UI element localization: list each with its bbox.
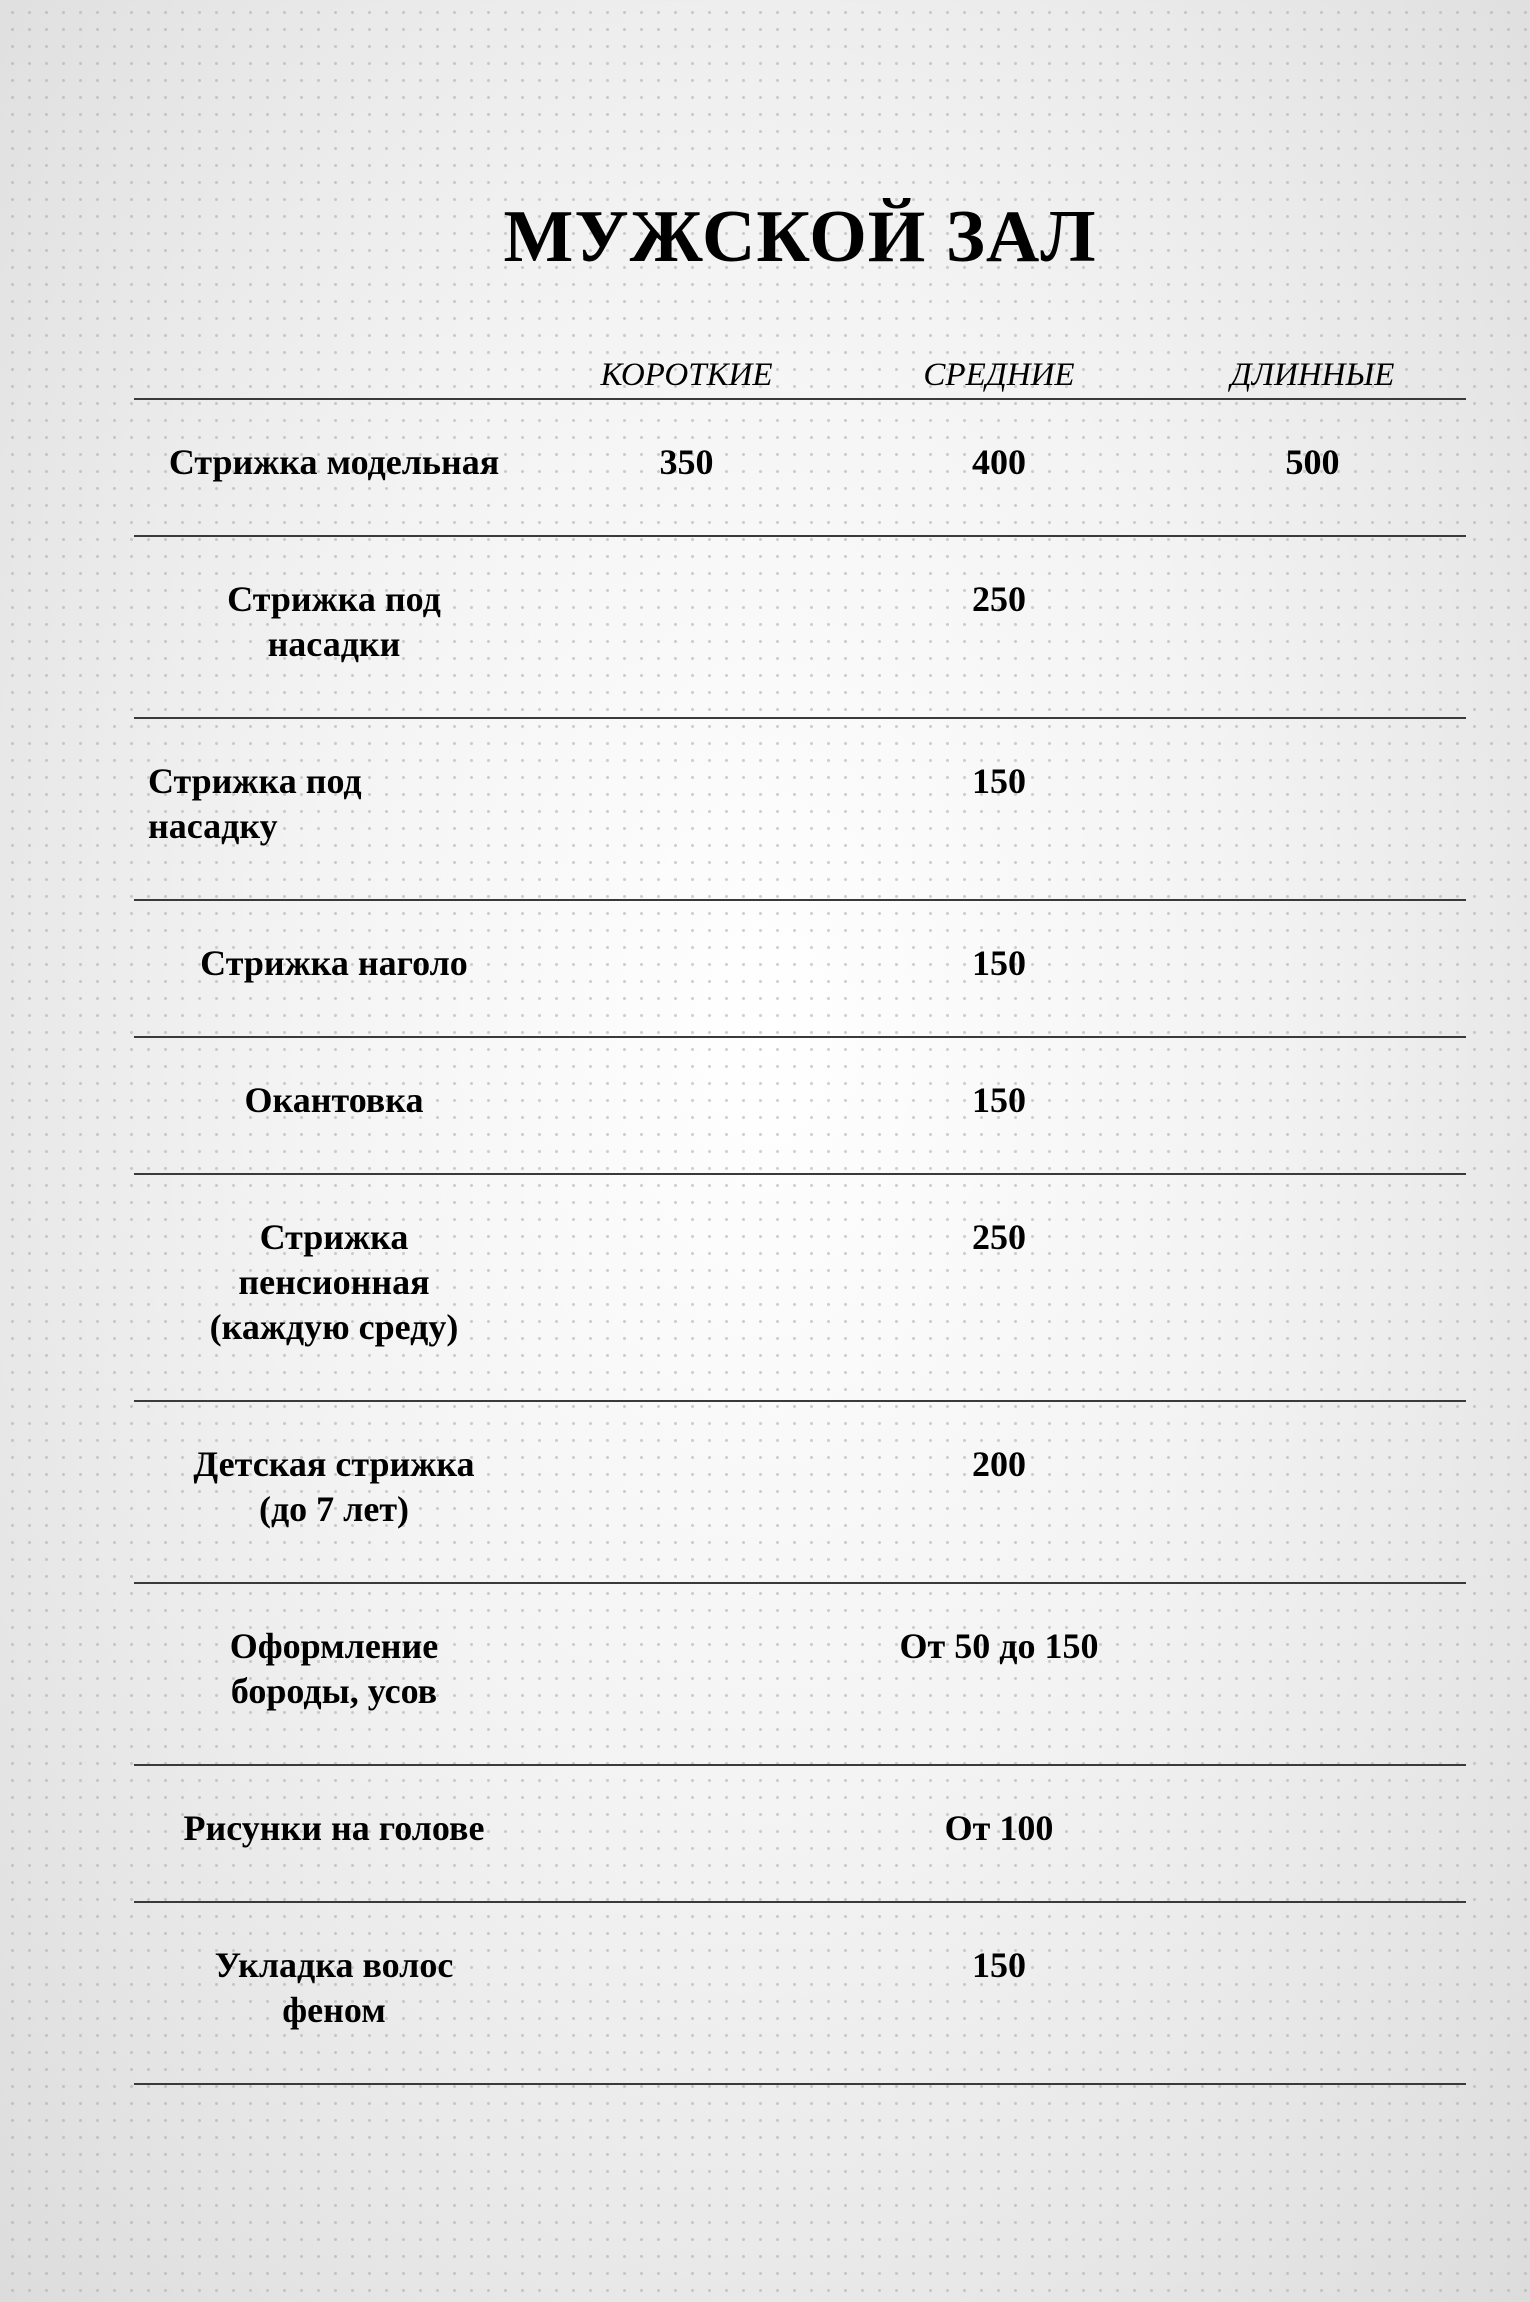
price-short bbox=[534, 1765, 839, 1902]
price-short: 350 bbox=[534, 399, 839, 536]
price-medium: 150 bbox=[839, 718, 1159, 900]
price-long bbox=[1159, 536, 1466, 718]
page-title: МУЖСКОЙ ЗАЛ bbox=[503, 195, 1097, 278]
table-row bbox=[134, 718, 1466, 900]
table-row bbox=[134, 1583, 1466, 1765]
price-long bbox=[1159, 1401, 1466, 1583]
header-service bbox=[134, 340, 534, 399]
table-row bbox=[134, 1401, 1466, 1583]
service-name: Окантовка bbox=[134, 1037, 534, 1174]
service-name: Стрижка пенсионная (каждую среду) bbox=[134, 1174, 534, 1401]
service-name: Укладка волос феном bbox=[134, 1902, 534, 2084]
header-row bbox=[134, 340, 1466, 399]
table-row bbox=[134, 1037, 1466, 1174]
price-short bbox=[534, 900, 839, 1037]
price-short bbox=[534, 536, 839, 718]
service-name: Оформление бороды, усов bbox=[134, 1583, 534, 1765]
price-medium: 250 bbox=[839, 1174, 1159, 1401]
price-short bbox=[534, 1174, 839, 1401]
table-row bbox=[134, 536, 1466, 718]
price-short bbox=[534, 718, 839, 900]
service-name: Стрижка модельная bbox=[134, 399, 534, 536]
price-table bbox=[134, 340, 1466, 2085]
price-short bbox=[534, 1401, 839, 1583]
price-short bbox=[534, 1583, 839, 1765]
table-row bbox=[134, 1174, 1466, 1401]
header-medium: СРЕДНИЕ bbox=[839, 340, 1159, 399]
price-medium: 150 bbox=[839, 1902, 1159, 2084]
table-row bbox=[134, 1902, 1466, 2084]
header-long: ДЛИННЫЕ bbox=[1159, 340, 1466, 399]
price-short bbox=[534, 1902, 839, 2084]
price-long bbox=[1159, 1583, 1466, 1765]
price-medium: 400 bbox=[839, 399, 1159, 536]
header-short: КОРОТКИЕ bbox=[534, 340, 839, 399]
price-short bbox=[534, 1037, 839, 1174]
price-medium: От 50 до 150 bbox=[839, 1583, 1159, 1765]
service-name: Стрижка под насадку bbox=[134, 718, 534, 900]
table-row bbox=[134, 399, 1466, 536]
service-name: Стрижка под насадки bbox=[134, 536, 534, 718]
table-row bbox=[134, 900, 1466, 1037]
price-long: 500 bbox=[1159, 399, 1466, 536]
service-name: Рисунки на голове bbox=[134, 1765, 534, 1902]
price-medium: 150 bbox=[839, 900, 1159, 1037]
price-medium: 200 bbox=[839, 1401, 1159, 1583]
service-name: Детская стрижка (до 7 лет) bbox=[134, 1401, 534, 1583]
price-long bbox=[1159, 718, 1466, 900]
price-long bbox=[1159, 1765, 1466, 1902]
price-long bbox=[1159, 1037, 1466, 1174]
price-long bbox=[1159, 1902, 1466, 2084]
service-name: Стрижка наголо bbox=[134, 900, 534, 1037]
price-medium: От 100 bbox=[839, 1765, 1159, 1902]
price-long bbox=[1159, 1174, 1466, 1401]
price-medium: 150 bbox=[839, 1037, 1159, 1174]
price-long bbox=[1159, 900, 1466, 1037]
table-row bbox=[134, 1765, 1466, 1902]
price-medium: 250 bbox=[839, 536, 1159, 718]
